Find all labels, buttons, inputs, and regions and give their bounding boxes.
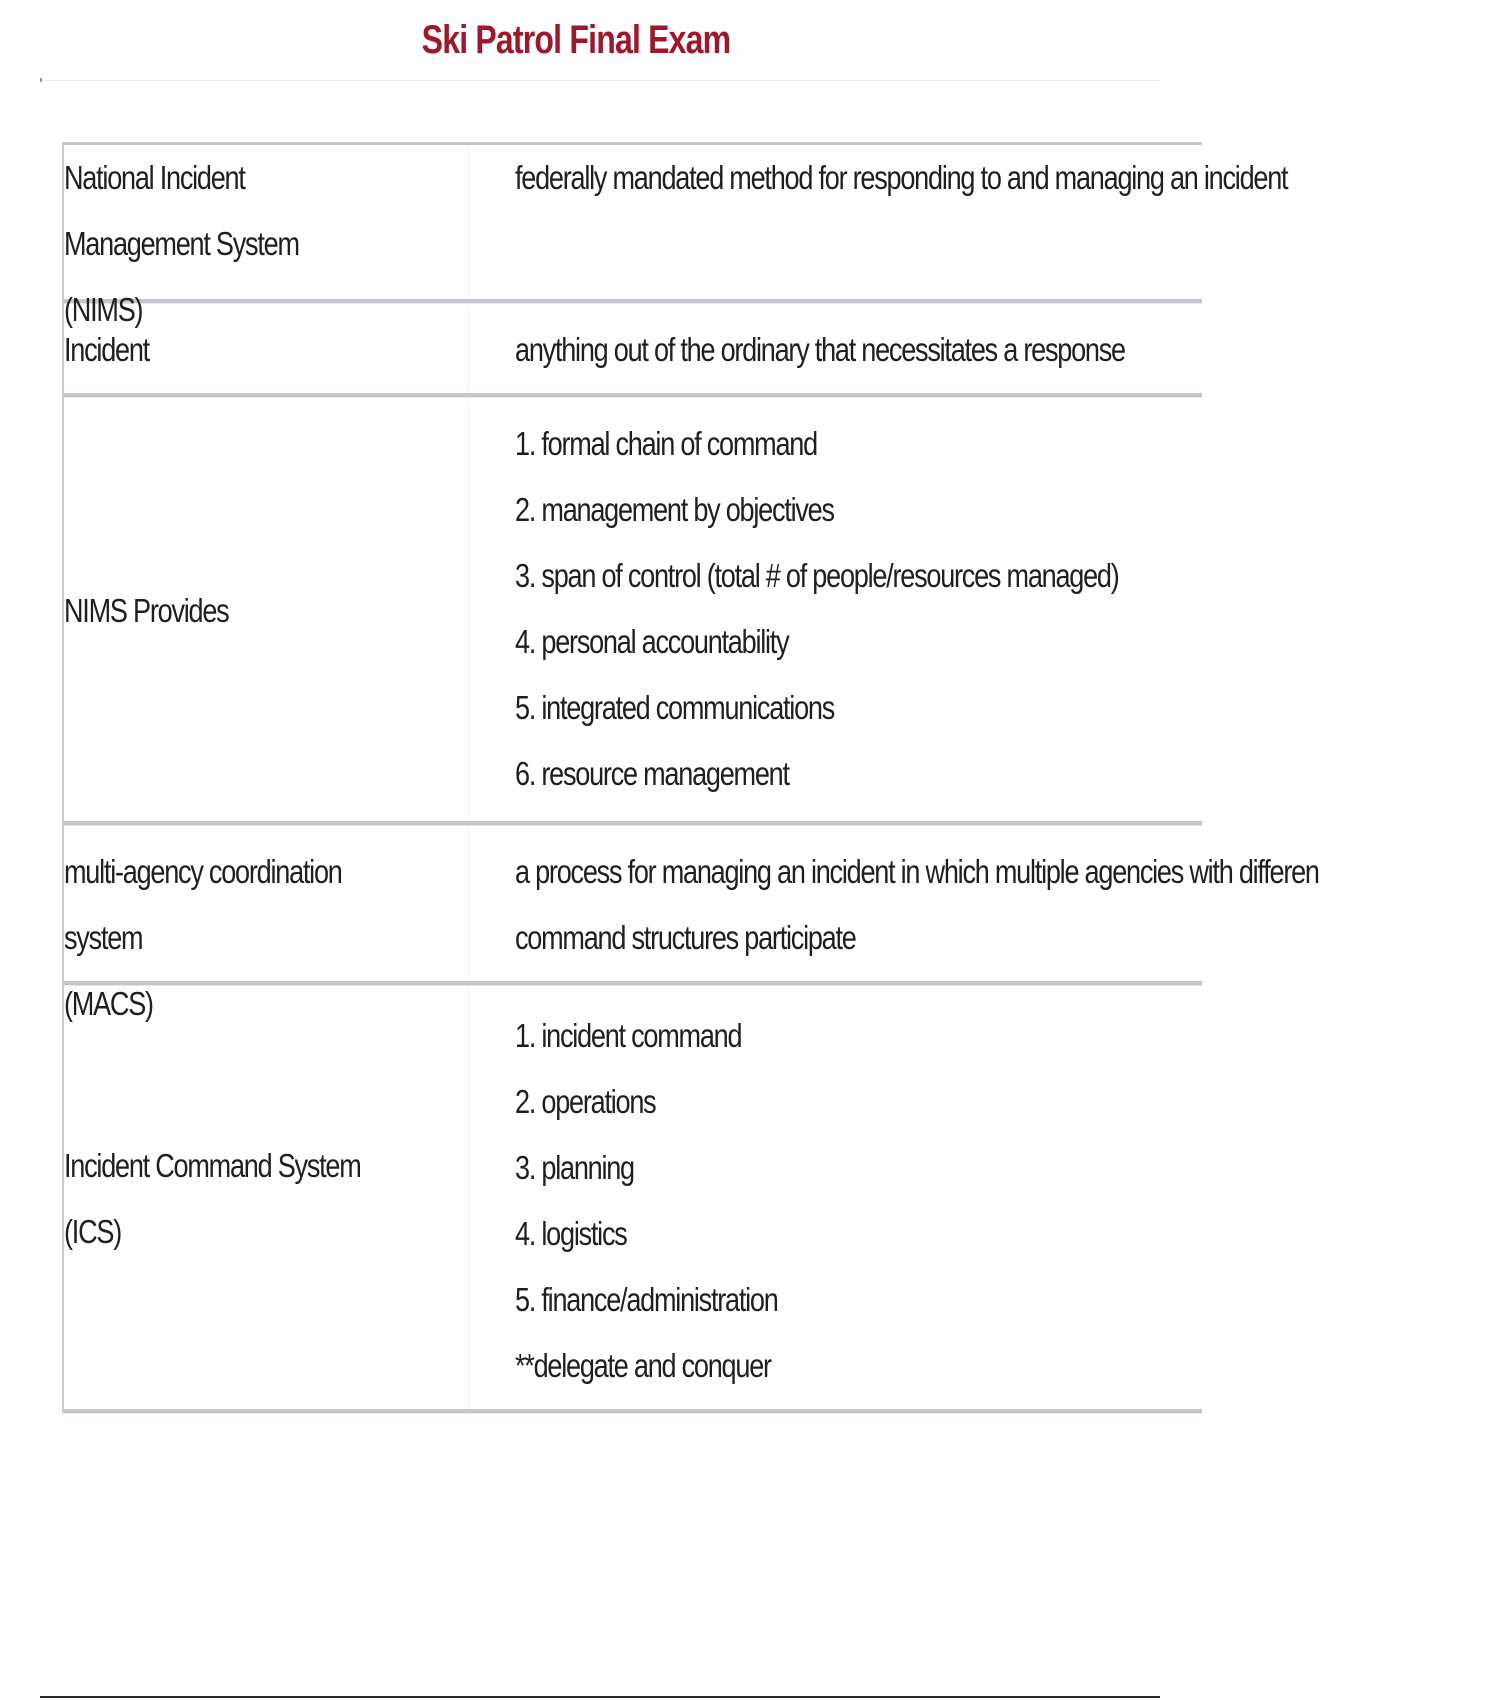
term-text: Incident Command System (ICS) [64,1147,361,1250]
list-item: 6. resource management [515,755,789,792]
list-item: 5. integrated communications [515,689,835,726]
definition-line: anything out of the ordinary that necessitates a response [515,331,1125,368]
term-line: (MACS) [64,985,153,1022]
table-row [64,829,1319,1022]
definition-line: federally mandated method for responding to and managing an incident [515,159,1288,196]
term-cell [64,307,469,393]
definition-line: a process for managing an incident in which multiple agencies with differen [515,853,1319,890]
definition-cell [469,829,1495,981]
definition-cell [469,989,1202,1409]
table-row [64,307,1202,397]
list-item: 2. management by objectives [515,491,834,528]
definition-cell [469,307,1259,393]
list-item: 4. personal accountability [515,623,789,660]
list-item: **delegate and conquer [515,1347,771,1384]
definition-line: command structures participate [515,919,856,956]
list-item: 5. finance/administration [515,1281,778,1318]
page-title: Ski Patrol Final Exam [421,18,731,62]
list-item: 2. operations [515,1083,656,1120]
table-row [64,989,1202,1413]
term-line: multi-agency coordination system [64,853,342,956]
definition-cell [469,401,1251,821]
table-row [64,401,1202,825]
list-item: 3. planning [515,1149,634,1186]
term-text: Incident [64,331,149,368]
term-line: National Incident Management System [64,159,299,262]
list-item: 4. logistics [515,1215,627,1252]
footer-divider [40,1696,1160,1698]
term-cell [64,401,469,821]
title-divider [40,80,1160,81]
flashcard-table [62,142,1319,1413]
term-text: NIMS Provides [64,592,229,629]
table-row [64,145,1288,328]
term-cell [64,989,469,1409]
term-cell [64,145,469,328]
list-item: 1. incident command [515,1017,742,1054]
definition-cell [469,145,1457,299]
list-item: 1. formal chain of command [515,425,817,462]
term-cell [64,829,469,1022]
list-item: 3. span of control (total # of people/resources managed) [515,557,1119,594]
margin-tick [40,78,42,82]
term-line: (NIMS) [64,291,143,328]
